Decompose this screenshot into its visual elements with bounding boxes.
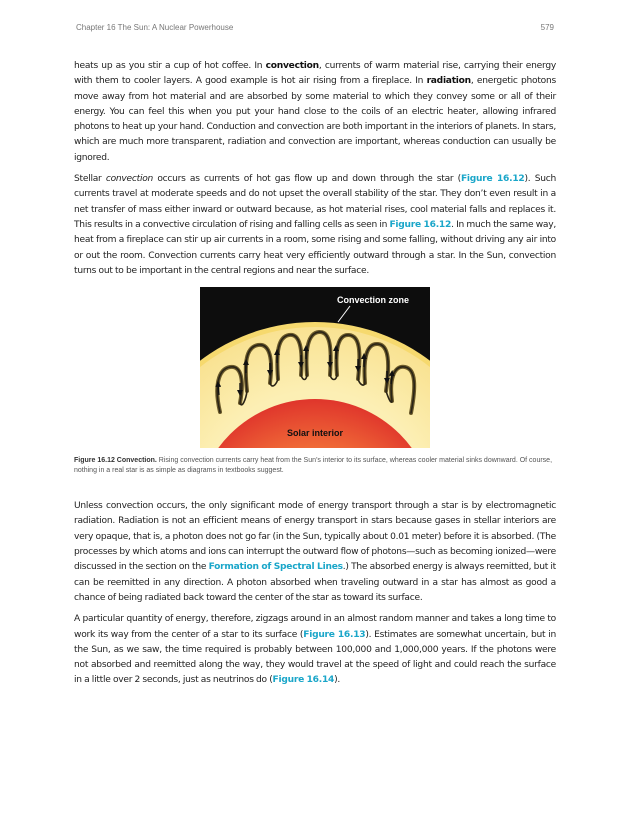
figure-16-12 bbox=[74, 287, 556, 448]
paragraph-random-walk: A particular quantity of energy, therefore, zigzags around in an almost random manner and takes a long time to work its way from the center of a star to its surface (Figure 16.13). Estimates are somewhat uncertain, but in the Sun, as we saw, the time required is probably between 100,000 and 1,000,000 years. If the photons were not absorbed and reemitted along the way, they would travel at the speed of light and could reach the surface in a little over 2 seconds, just as neutrinos do (Figure 16.14). bbox=[74, 614, 556, 686]
rising-arrow bbox=[391, 373, 392, 384]
page-number: 579 bbox=[540, 23, 554, 32]
link-figure-16-13[interactable]: Figure 16.13 bbox=[303, 629, 366, 640]
link-formation-of-spectral-lines[interactable]: Formation of Spectral Lines bbox=[208, 562, 343, 573]
chapter-title: Chapter 16 The Sun: A Nuclear Powerhouse bbox=[76, 23, 234, 32]
label-solar-interior: Solar interior bbox=[286, 428, 344, 439]
link-figure-16-12[interactable]: Figure 16.12 bbox=[460, 174, 525, 185]
paragraph-convection-radiation: heats up as you stir a cup of hot coffee. In convection, currents of warm material rise, carrying their energy with them to cooler layers. A good example is hot air rising from a fireplace. In radiation, energetic photons move away from hot material and are absorbed by some material to which they convey some or all of their energy. You can feel this when you put your hand close to the coils of an electric heater, allowing infrared photons to heat up your hand. Conduction and convection are both important in the interiors of planets. In stars, which are much more transparent, radiation and convection are important, whereas conduction can usually be ignored. bbox=[74, 61, 556, 163]
paragraph-radiation-transport: Unless convection occurs, the only significant mode of energy transport through a star is by electromagnetic radiation. Radiation is not an efficient means of energy transport in stars because gases in stellar interiors are very opaque, that is, a photon does not go far (in the Sun, typically about 0.01 meter) before it is absorbed. (The processes by which atoms and ions can interrupt the outward flow of photons—such as becoming ionized—were discussed in the section on the Formation of Spectral Lines.) The absorbed energy is always reemitted, but it can be reemitted in any direction. A photon absorbed when traveling outward in a star has almost as good a chance of being radiated back toward the center of the star as toward its surface. bbox=[74, 501, 557, 603]
label-convection-zone: Convection zone bbox=[337, 295, 410, 306]
page-content bbox=[74, 59, 556, 695]
caption-label: Figure 16.12 Convection. bbox=[74, 457, 157, 465]
link-figure-16-14[interactable]: Figure 16.14 bbox=[272, 675, 335, 686]
paragraph-stellar-convection: Stellar convection occurs as currents of hot gas flow up and down through the star (Figure 16.12). Such currents travel at moderate speeds and do not upset the overall stability of the star. They don’t even result in a net transfer of mass either inward or outward because, as hot material rises, cool material falls and replaces it. This results in a convective circulation of rising and falling cells as seen in Figure 16.12. In much the same way, heat from a fireplace can stir up air currents in a room, some rising and some falling, without driving any air into or out the room. Convection currents carry heat very efficiently outward through a star. In the Sun, convection turns out to be important in the central regions and near the surface. bbox=[74, 174, 556, 276]
convection-diagram bbox=[200, 287, 430, 448]
rising-arrow bbox=[218, 384, 219, 395]
figure-caption bbox=[74, 456, 556, 475]
term-radiation: radiation bbox=[426, 76, 471, 87]
link-figure-16-12-second[interactable]: Figure 16.12 bbox=[389, 219, 452, 230]
term-convection-italic: convection bbox=[105, 174, 154, 185]
term-convection: convection bbox=[265, 61, 319, 71]
caption-text: Rising convection currents carry heat from the Sun’s interior to its surface, whereas cooler material sinks downward. Of course, nothing in a real star is as simple as diagrams in textbooks suggest. bbox=[74, 457, 553, 474]
